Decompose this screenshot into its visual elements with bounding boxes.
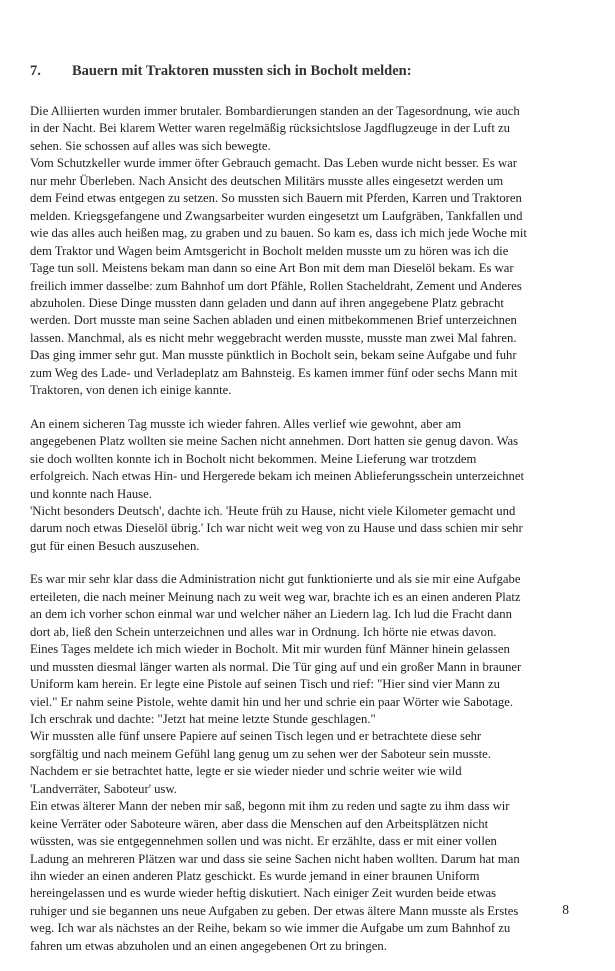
text-line: ihn wieder an einen anderen Platz geschickt. Es wurde jemand in einer braunen Uniform — [30, 869, 480, 884]
text-line: erfolgreich. Nach etwas Hin- und Hergerede bekam ich meinen Ablieferungsschein unterzeichnet — [30, 469, 525, 484]
text-line: Es war mir sehr klar dass die Administration nicht gut funktionierte und als sie mir eine Aufgabe — [30, 572, 521, 587]
text-line: Traktoren, von denen ich einige kannte. — [30, 383, 232, 398]
text-line: in der Nacht. Bei klarem Wetter waren regelmäßig rücksichtslose Jagdflugzeuge in der Luft zu — [30, 121, 510, 136]
paragraph — [30, 103, 586, 400]
text-line: Uniform kam herein. Er legte eine Pistole auf seinen Tisch und rief: "Hier sind vier Mann zu — [30, 677, 500, 692]
text-line: viel." Er nahm seine Pistole, wehte damit hin und her und schrie ein paar Wörter wie Sabotage. — [30, 694, 514, 709]
text-line: wie das alles auch heißen mag, zu graben und zu bauen. So kam es, dass ich mich jede Woche mit — [30, 226, 527, 241]
text-line: dem Feind etwas entgegen zu setzen. So mussten sich Bauern mit Pferden, Karren und Traktoren — [30, 191, 522, 206]
text-line: 'Landverräter, Saboteur' usw. — [30, 781, 177, 796]
text-line: Vom Schutzkeller wurde immer öfter Gebrauch gemacht. Das Leben wurde nicht besser. Es war — [30, 156, 518, 171]
text-line: fahren um etwas abzuholen und an einen angegebenen Ort zu bringen. — [30, 938, 387, 953]
section-title: Bauern mit Traktoren mussten sich in Bocholt melden: — [72, 63, 412, 79]
text-line: melden. Kriegsgefangene und Zwangsarbeiter wurden eingesetzt um Laufgräben, Tankfallen und — [30, 208, 523, 223]
text-line: nur mehr Überleben. Nach Ansicht des deutschen Militärs musste alles eingesetzt werden um — [30, 173, 504, 188]
text-line: sorgfältig und nach meinem Gefühl lang genug um zu sehen wer der Saboteur sein musste. — [30, 746, 491, 761]
text-line: An einem sicheren Tag musste ich wieder fahren. Alles verlief wie gewohnt, aber am — [30, 416, 462, 431]
text-line: Wir mussten alle fünf unsere Papiere auf seinen Tisch legen und er betrachtete diese sehr — [30, 729, 482, 744]
section-number: 7. — [30, 63, 41, 79]
text-line: ruhiger und sie begannen uns neue Aufgaben zu geben. Der etwas ältere Mann musste als Erstes — [30, 903, 519, 918]
text-line: sie doch wollten konnte ich in Bocholt nicht bekommen. Meine Lieferung war trotzdem — [30, 451, 477, 466]
paragraph — [30, 571, 586, 955]
text-line: Nachdem er sie betrachtet hatte, legte er sie wieder nieder und schrie weiter wie wild — [30, 764, 462, 779]
text-line: 'Nicht besonders Deutsch', dachte ich. 'Heute früh zu Hause, nicht viele Kilometer gemacht und — [30, 503, 516, 518]
text-line: dem Traktor und Wagen beim Amtsgericht in Bocholt melden musste um zu hören was ich die — [30, 243, 509, 258]
text-line: gut für einen Besuch auszusehen. — [30, 538, 200, 553]
text-line: erteileten, die nach meiner Meinung nach zu weit weg war, brachte ich es an einen anderen Platz — [30, 589, 521, 604]
text-line: zum Weg des Lade- und Verladeplatz am Bahnsteig. Es kamen immer fünf oder sechs Mann mit — [30, 365, 518, 380]
text-line: sehen. Sie schossen auf alles was sich bewegte. — [30, 138, 271, 153]
section-heading — [30, 63, 590, 80]
text-line: darum noch etwas Dieselöl übrig.' Ich war nicht weit weg von zu Hause und dass schien mir sehr — [30, 521, 523, 536]
text-line: Tage tun soll. Meistens bekam man dann so eine Art Bon mit dem man Dieselöl bekam. Es war — [30, 261, 514, 276]
text-line: wüssten, was sie entgegennehmen sollen und was nicht. Er erzählte, dass er mit einer vollen — [30, 834, 497, 849]
text-line: Ladung an mehreren Plätzen war und dass sie seine Sachen nicht haben wollten. Darum hat man — [30, 851, 520, 866]
text-line: und konnte nach Hause. — [30, 486, 152, 501]
text-line: weg. Ich war als nächstes an der Reihe, bekam so wie immer die Aufgabe um zum Bahnhof zu — [30, 921, 511, 936]
text-line: keine Verräter oder Saboteure wären, aber dass die Menschen auf den Arbeitsplätzen nicht — [30, 816, 489, 831]
text-line: und mussten diesmal länger warten als normal. Die Tür ging auf und ein großer Mann in brauner — [30, 659, 522, 674]
text-line: Eines Tages meldete ich mich wieder in Bocholt. Mit mir wurden fünf Männer hinein gelassen — [30, 642, 510, 657]
text-line: freilich immer dasselbe: zum Bahnhof um dort Pfähle, Rollen Stacheldraht, Zement und Anderes — [30, 278, 522, 293]
text-line: hereingelassen und es wurde wieder heftig diskutiert. Nach einiger Zeit wurden beide etwas — [30, 886, 497, 901]
page-number: 8 — [562, 902, 569, 917]
text-line: werden. Dort musste man seine Sachen abladen und einen mitbekommenen Brief unterzeichnen — [30, 313, 517, 328]
text-line: dort ab, ließ den Schein unterzeichnen und alles war in Ordnung. Ich hörte nie etwas davon. — [30, 624, 497, 639]
text-line: Das ging immer sehr gut. Man musste pünktlich in Bocholt sein, bekam seine Aufgabe und fuhr — [30, 348, 517, 363]
text-line: an dem ich vorher schon einmal war und welcher näher an Liedern lag. Ich lud die Fracht dann — [30, 607, 512, 622]
text-line: abzuholen. Diese Dinge mussten dann geladen und dann auf ihren angegebene Platz gebracht — [30, 295, 504, 310]
text-line: lassen. Manchmal, als es nicht mehr weggebracht werden musste, musste man zwei Mal fahren. — [30, 330, 517, 345]
text-line: Ein etwas älterer Mann der neben mir saß, begonn mit ihm zu reden und sagte zu ihm dass wir — [30, 799, 510, 814]
text-line: angegebenen Platz wollten sie meine Sachen nicht annehmen. Dort hatten sie genug davon. Was — [30, 434, 519, 449]
body-text — [30, 103, 586, 971]
paragraph — [30, 416, 586, 556]
text-line: Die Alliierten wurden immer brutaler. Bombardierungen standen an der Tagesordnung, wie auch — [30, 104, 520, 118]
text-line: Ich erschrak und dachte: "Jetzt hat meine letzte Stunde geschlagen." — [30, 711, 376, 726]
